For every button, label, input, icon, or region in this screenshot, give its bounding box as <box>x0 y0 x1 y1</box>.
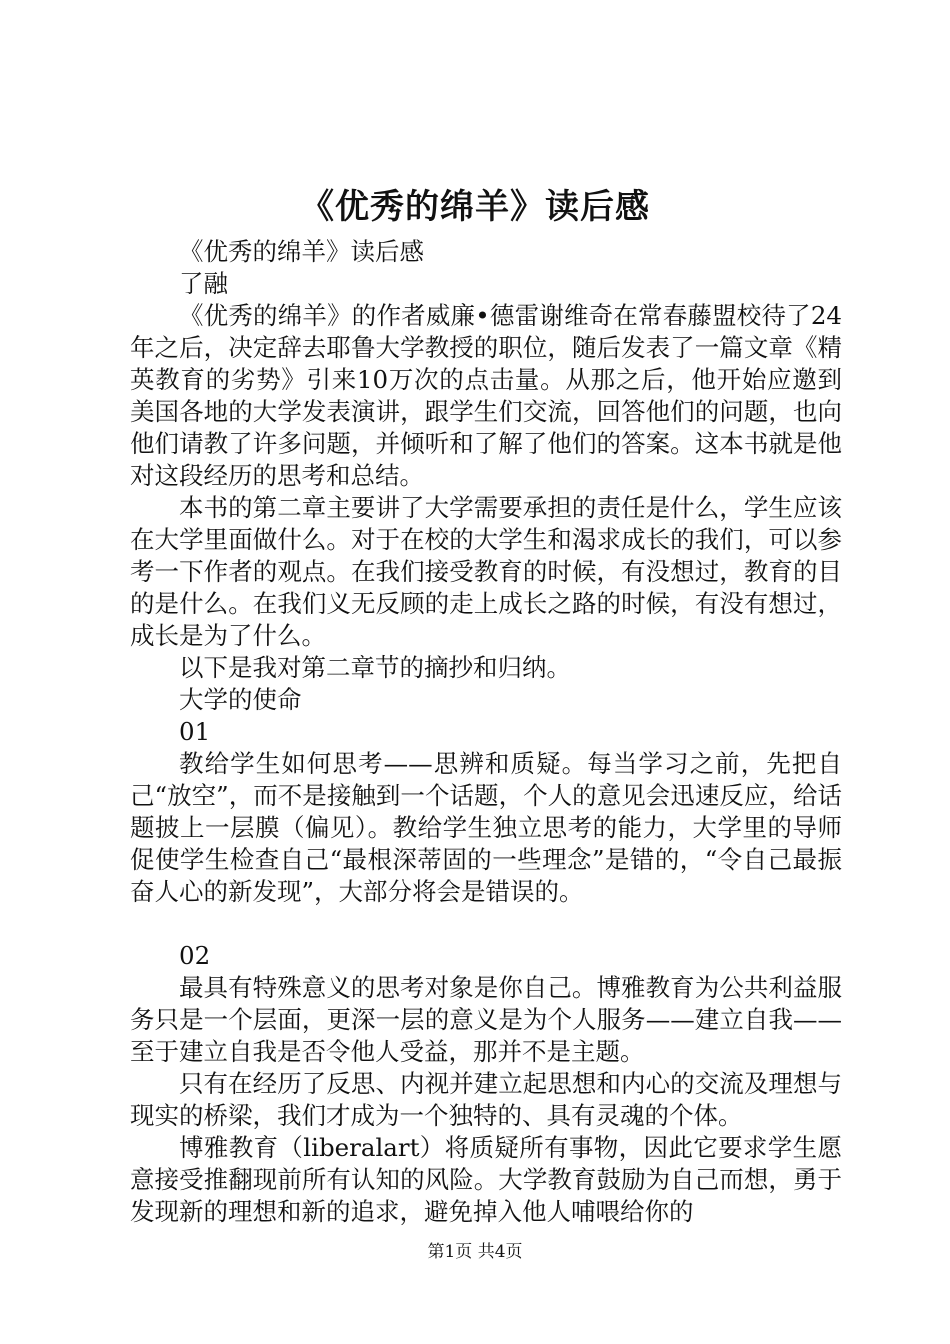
blank-line <box>130 908 842 940</box>
paragraph: 《优秀的绵羊》的作者威廉•德雷谢维奇在常春藤盟校待了24年之后，决定辞去耶鲁大学教授的职位，随后发表了一篇文章《精英教育的劣势》引来10万次的点击量。从那之后，他开始应邀到美国各地的大学发表演讲，跟学生们交流，回答他们的问题，也向他们请教了许多问题，并倾听和了解了他们的答案。这本书就是他对这段经历的思考和总结。 <box>130 301 842 490</box>
paragraph-subtitle: 《优秀的绵羊》读后感 <box>179 237 424 266</box>
paragraph: 只有在经历了反思、内视并建立起思想和内心的交流及理想与现实的桥梁，我们才成为一个独特的、具有灵魂的个体。 <box>130 1069 842 1130</box>
section-number: 01 <box>179 717 211 746</box>
paragraph-author: 了融 <box>179 269 228 298</box>
document-body <box>130 236 842 1228</box>
section-number: 02 <box>179 941 211 970</box>
document-title: 《优秀的绵羊》读后感 <box>300 187 650 227</box>
paragraph: 本书的第二章主要讲了大学需要承担的责任是什么，学生应该在大学里面做什么。对于在校的大学生和渴求成长的我们，可以参考一下作者的观点。在我们接受教育的时候，有没想过，教育的目的是什么。在我们义无反顾的走上成长之路的时候，有没有想过，成长是为了什么。 <box>130 493 842 650</box>
paragraph: 以下是我对第二章节的摘抄和归纳。 <box>179 653 571 682</box>
section-heading: 大学的使命 <box>179 685 302 714</box>
paragraph: 博雅教育（liberalart）将质疑所有事物，因此它要求学生愿意接受推翻现前所有认知的风险。大学教育鼓励为自己而想，勇于发现新的理想和新的追求，避免掉入他人哺喂给你的 <box>130 1133 842 1226</box>
page-number-footer: 第1页 共4页 <box>427 1242 523 1262</box>
paragraph: 最具有特殊意义的思考对象是你自己。博雅教育为公共利益服务只是一个层面，更深一层的意义是为个人服务——建立自我——至于建立自我是否令他人受益，那并不是主题。 <box>130 973 842 1066</box>
paragraph: 教给学生如何思考——思辨和质疑。每当学习之前，先把自己“放空”，而不是接触到一个话题，个人的意见会迅速反应，给话题披上一层膜（偏见）。教给学生独立思考的能力，大学里的导师促使学生检查自己“最根深蒂固的一些理念”是错的，“令自己最振奋人心的新发现”，大部分将会是错误的。 <box>130 749 842 906</box>
